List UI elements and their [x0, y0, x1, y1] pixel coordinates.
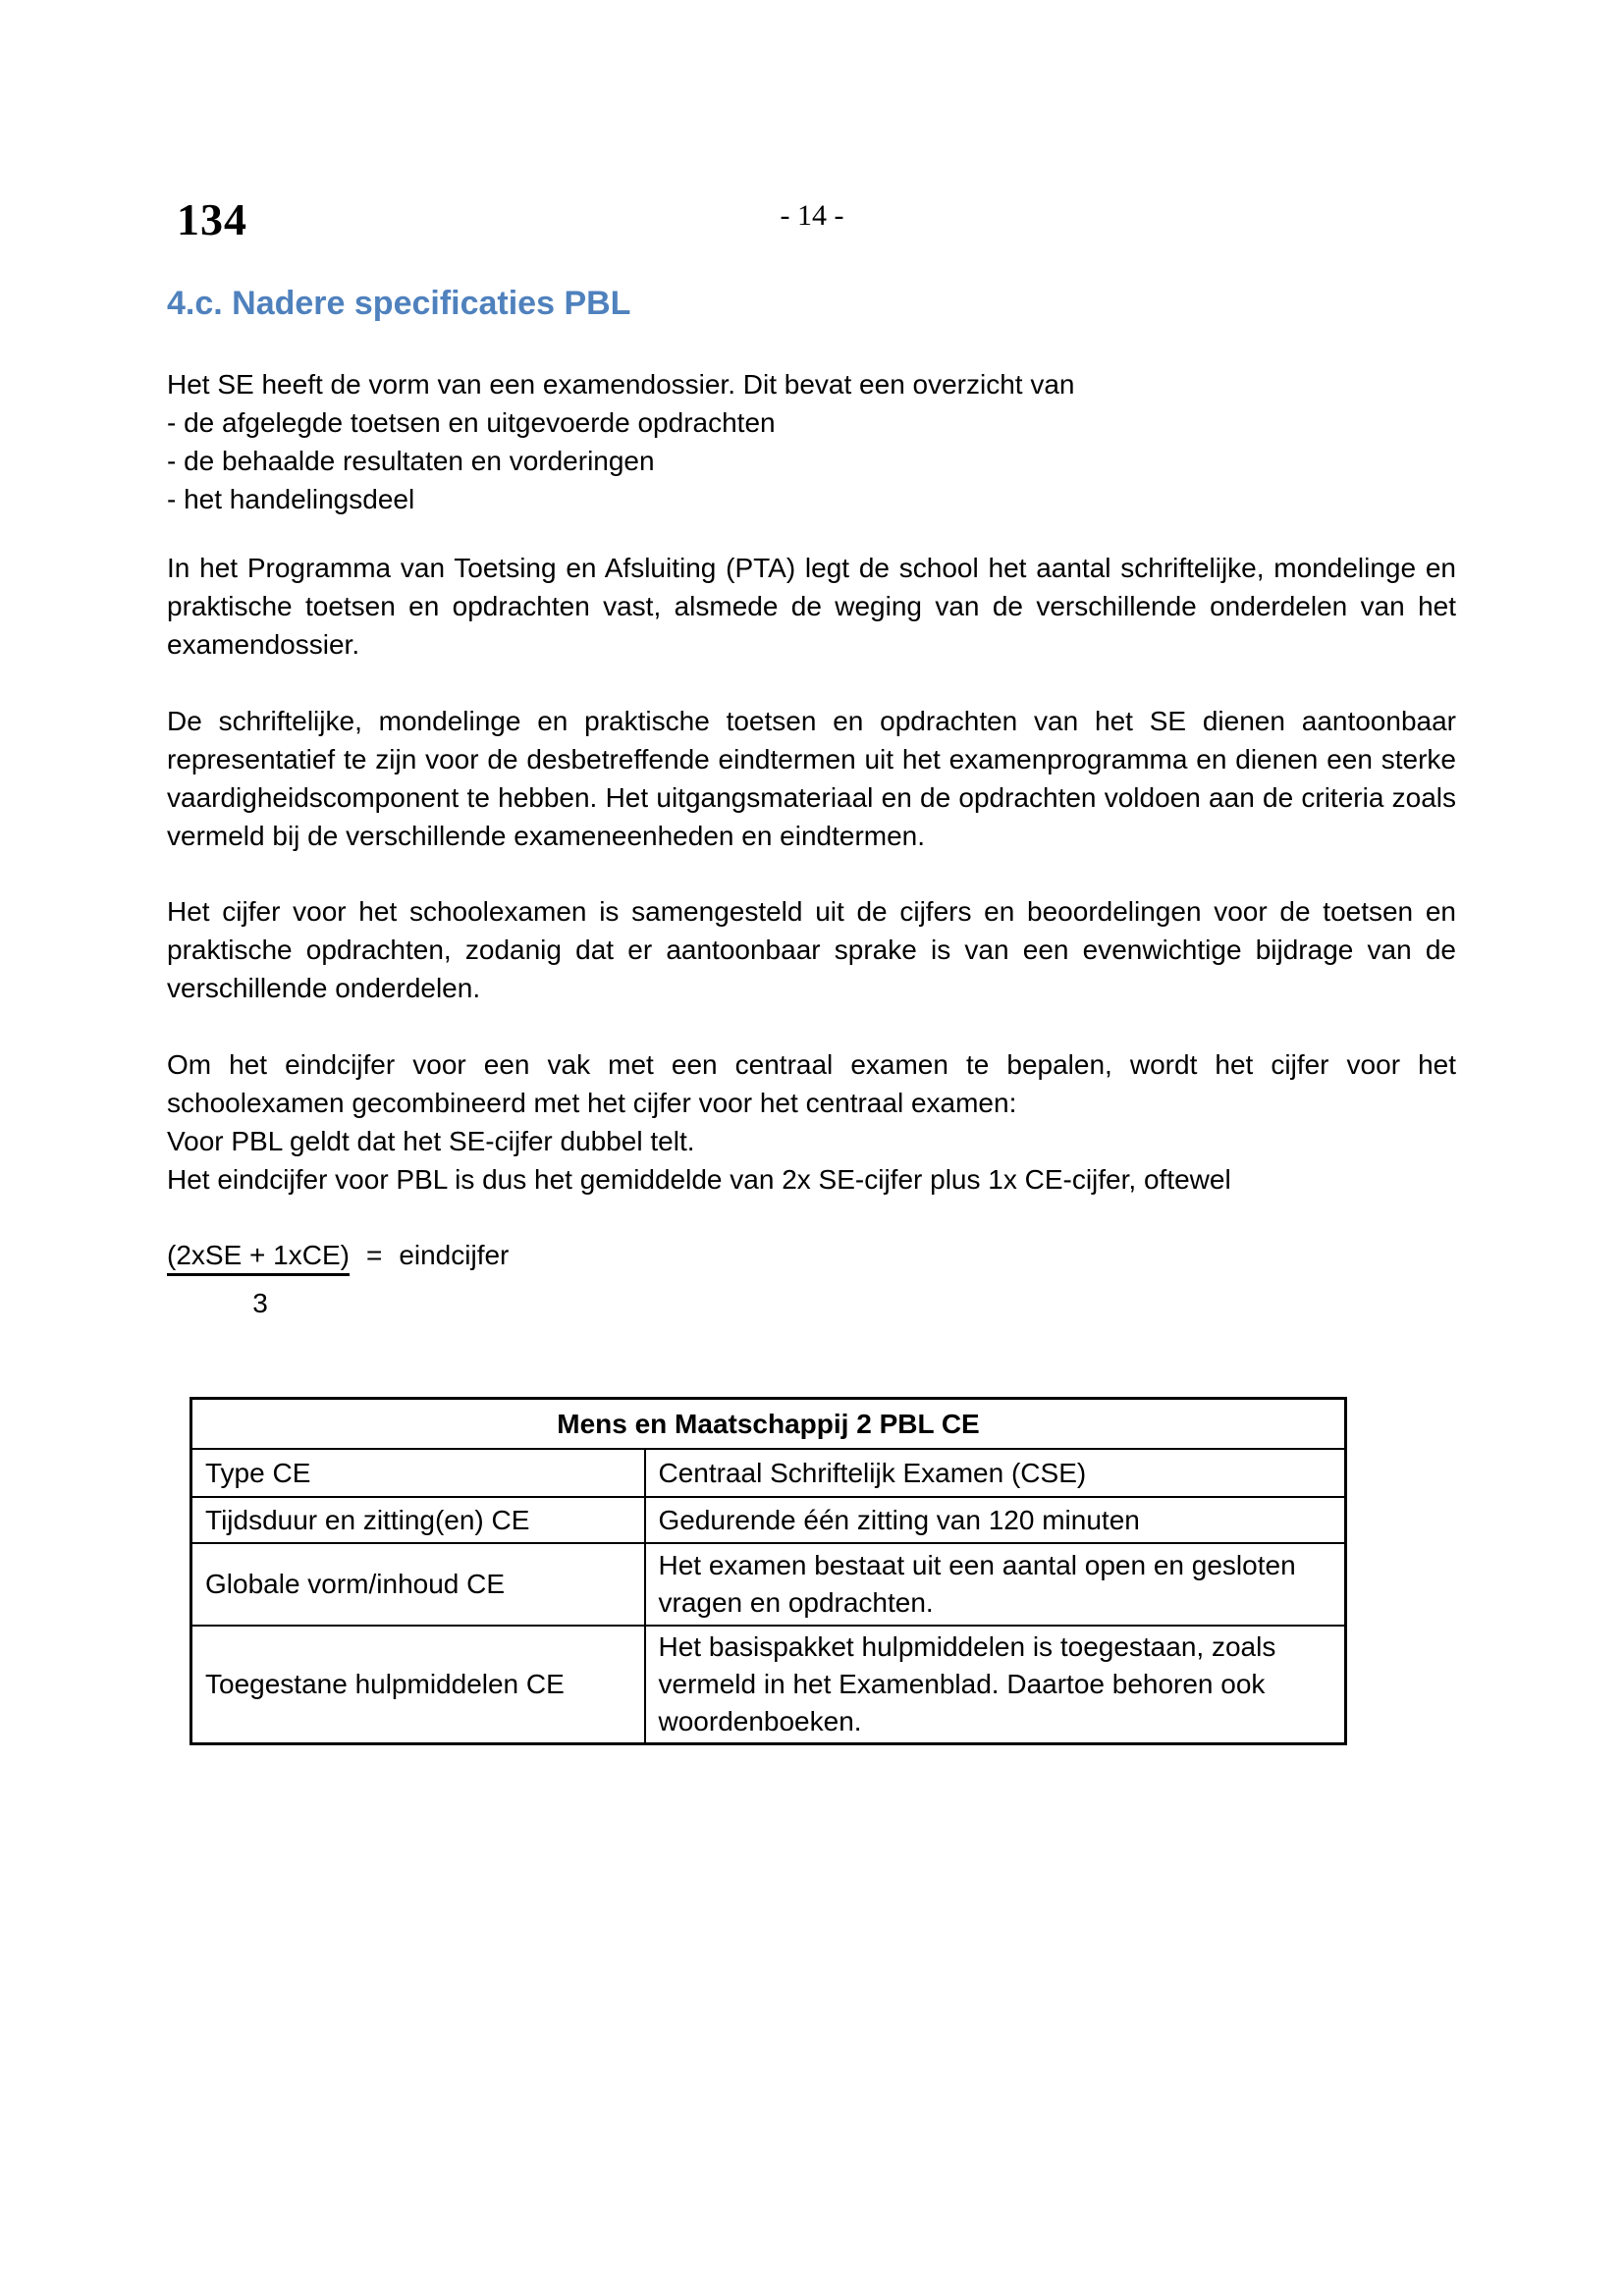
formula-result: eindcijfer [399, 1240, 510, 1270]
table-row [191, 1543, 1346, 1626]
table-row [191, 1449, 1346, 1497]
row-value-hulpmiddelen: Het basispakket hulpmiddelen is toegestaan, zoals vermeld in het Examenblad. Daartoe behoren ook woordenboeken. [645, 1626, 1346, 1744]
formula-denominator: 3 [252, 1288, 268, 1318]
paragraph-examendossier-lead: Het SE heeft de vorm van een examendossier. Dit bevat een overzicht van [167, 369, 1075, 400]
paragraph-examendossier [167, 365, 1456, 518]
formula-numerator: (2xSE + 1xCE) [167, 1240, 350, 1276]
paragraph-eindcijfer-line2: Voor PBL geldt dat het SE-cijfer dubbel telt. [167, 1126, 695, 1156]
ce-spec-table-wrapper [189, 1397, 1347, 1745]
table-title: Mens en Maatschappij 2 PBL CE [191, 1399, 1346, 1450]
paragraph-pta: In het Programma van Toetsing en Afsluiting (PTA) legt de school het aantal schriftelijke, mondelinge en praktische toetsen en opdrachten vast, alsmede de weging van de verschillende onderdelen van het examendossier. [167, 553, 1456, 660]
paragraph-eindcijfer-line3: Het eindcijfer voor PBL is dus het gemiddelde van 2x SE-cijfer plus 1x CE-cijfer, oftewel [167, 1164, 1231, 1195]
paragraph-eindcijfer-lead: Om het eindcijfer voor een vak met een centraal examen te bepalen, wordt het cijfer voor het schoolexamen gecombineerd met het cijfer voor het centraal examen: [167, 1049, 1456, 1118]
row-value-type-ce: Centraal Schriftelijk Examen (CSE) [645, 1449, 1346, 1497]
formula-equals-sign: = [365, 1240, 383, 1270]
list-item-resultaten: - de behaalde resultaten en vorderingen [167, 446, 655, 476]
paragraph-cijfer-schoolexamen: Het cijfer voor het schoolexamen is samengesteld uit de cijfers en beoordelingen voor de toetsen en praktische opdrachten, zodanig dat er aantoonbaar sprake is van een evenwichtige bijdrage van de verschillende onderdelen. [167, 896, 1456, 1003]
paragraph-eindcijfer [167, 1045, 1456, 1199]
row-label-tijdsduur: Tijdsduur en zitting(en) CE [191, 1497, 645, 1543]
row-label-hulpmiddelen: Toegestane hulpmiddelen CE [191, 1626, 645, 1744]
page-number: - 14 - [780, 199, 844, 232]
row-label-type-ce: Type CE [191, 1449, 645, 1497]
page-stamp-number: 134 [177, 194, 247, 244]
formula-row [167, 1236, 1456, 1274]
table-title-row [191, 1399, 1346, 1450]
table-row [191, 1626, 1346, 1744]
row-value-tijdsduur: Gedurende één zitting van 120 minuten [645, 1497, 1346, 1543]
list-item-handelingsdeel: - het handelingsdeel [167, 484, 415, 514]
row-label-vorm-inhoud: Globale vorm/inhoud CE [191, 1543, 645, 1626]
row-value-vorm-inhoud: Het examen bestaat uit een aantal open en gesloten vragen en opdrachten. [645, 1543, 1346, 1626]
table-row [191, 1497, 1346, 1543]
eindcijfer-formula [167, 1236, 1456, 1322]
ce-spec-table [189, 1397, 1347, 1745]
paragraph-se-eisen: De schriftelijke, mondelinge en praktische toetsen en opdrachten van het SE dienen aantoonbaar representatief te zijn voor de desbetreffende eindtermen uit het examenprogramma en dienen een sterke vaardigheidscomponent te hebben. Het uitgangsmateriaal en de opdrachten voldoen aan de criteria zoals vermeld bij de verschillende exameneenheden en eindtermen. [167, 706, 1456, 851]
list-item-toetsen: - de afgelegde toetsen en uitgevoerde opdrachten [167, 407, 776, 438]
section-heading: 4.c. Nadere specificaties PBL [167, 285, 631, 322]
